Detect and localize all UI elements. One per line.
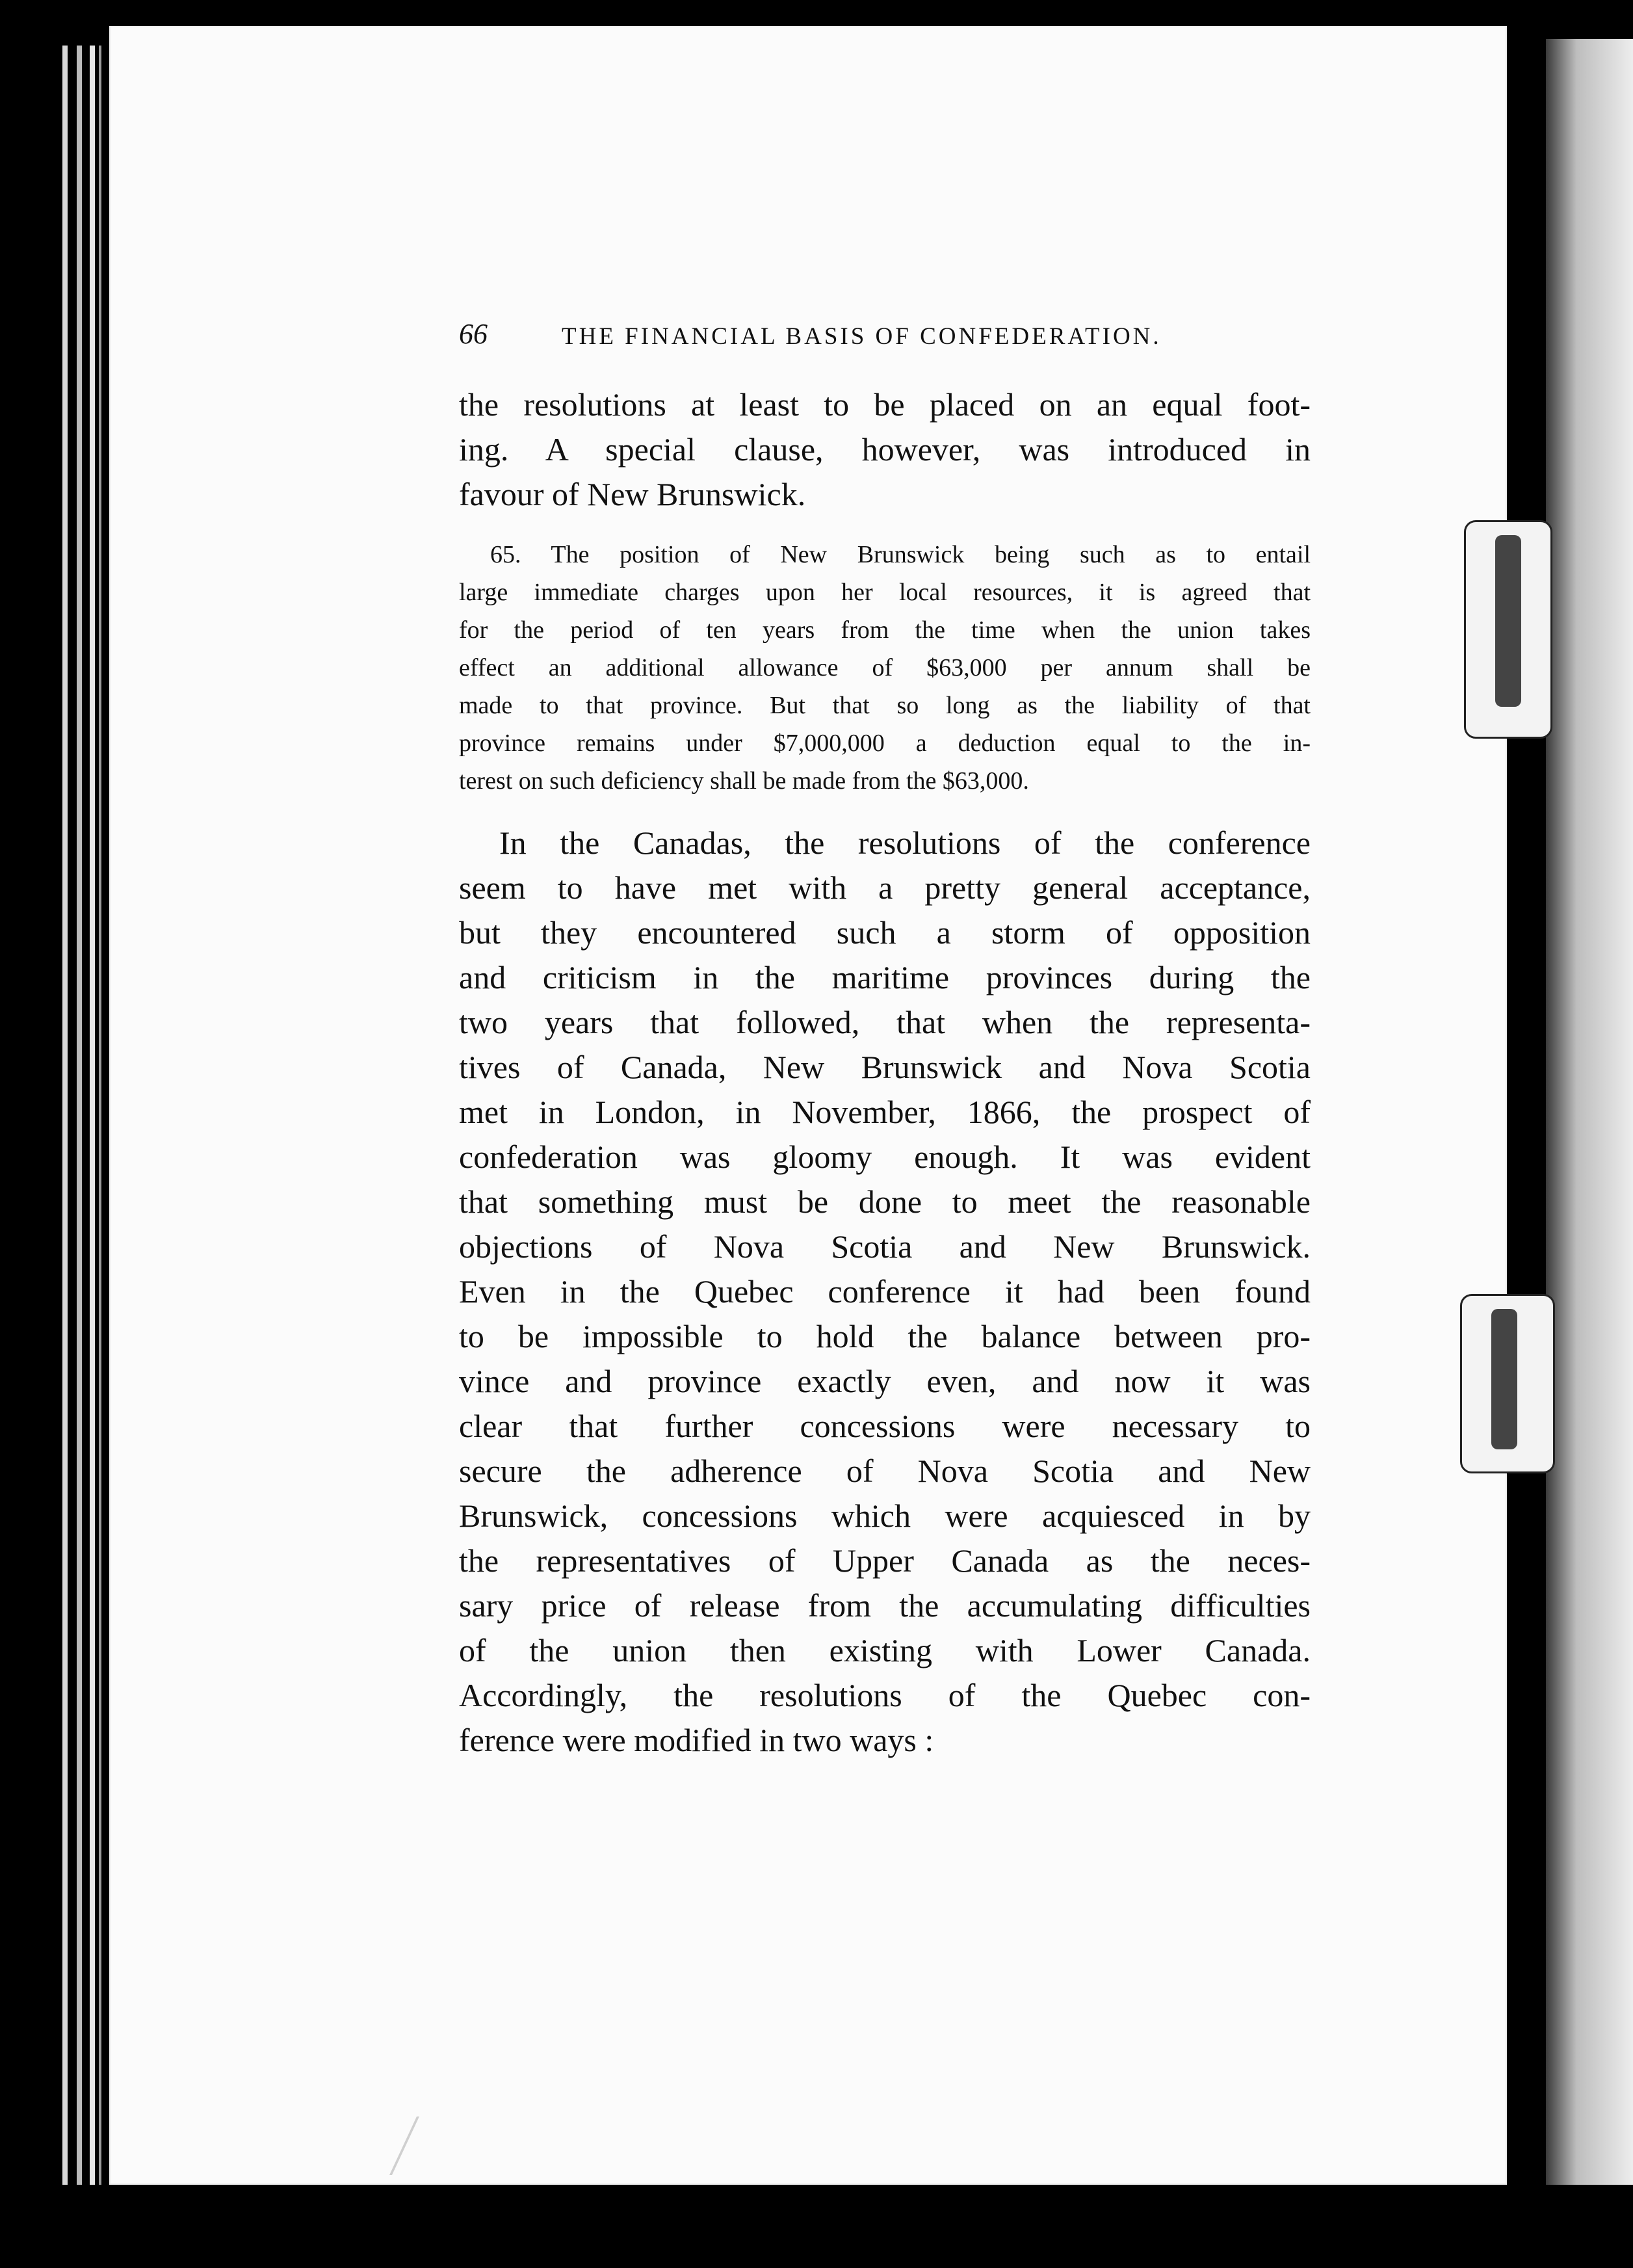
page-number: 66 xyxy=(459,318,488,350)
text-line: and criticism in the maritime provinces during the xyxy=(459,959,1311,996)
text-line: met in London, in November, 1866, the prospect of xyxy=(459,1094,1311,1130)
text-line: but they encountered such a storm of opposition xyxy=(459,914,1311,951)
page-edge xyxy=(90,46,95,2185)
quote-line: effect an additional allowance of $63,000 per annum shall be xyxy=(459,654,1311,681)
quote-line: province remains under $7,000,000 a deduction equal to the in- xyxy=(459,730,1311,757)
text-line: favour of New Brunswick. xyxy=(459,476,806,512)
text-line: the resolutions at least to be placed on an equal foot- xyxy=(459,386,1311,423)
text-line: confederation was gloomy enough. It was evident xyxy=(459,1139,1311,1175)
quote-line: large immediate charges upon her local resources, it is agreed that xyxy=(459,579,1311,606)
text-line: ference were modified in two ways : xyxy=(459,1722,934,1758)
clip-mark-top xyxy=(1464,520,1552,739)
running-head xyxy=(459,317,1226,356)
text-line: seem to have met with a pretty general acceptance, xyxy=(459,869,1311,906)
quoted-resolution xyxy=(459,536,1311,800)
text-line: of the union then existing with Lower Canada. xyxy=(459,1632,1311,1668)
text-line: vince and province exactly even, and now it was xyxy=(459,1363,1311,1399)
text-line: ing. A special clause, however, was introduced in xyxy=(459,431,1311,468)
paragraph-2 xyxy=(459,821,1311,1763)
text-line: Brunswick, concessions which were acquiesced in by xyxy=(459,1497,1311,1534)
quote-line: terest on such deficiency shall be made from the $63,000. xyxy=(459,767,1029,795)
text-line: secure the adherence of Nova Scotia and New xyxy=(459,1453,1311,1489)
quote-line: made to that province. But that so long as the liability of that xyxy=(459,692,1311,719)
text-line: that something must be done to meet the reasonable xyxy=(459,1183,1311,1220)
page-edge xyxy=(62,46,68,2185)
text-line: Accordingly, the resolutions of the Quebec con- xyxy=(459,1677,1311,1713)
text-line: In the Canadas, the resolutions of the conference xyxy=(499,824,1311,861)
page-edge xyxy=(99,46,101,2185)
text-line: sary price of release from the accumulating difficulties xyxy=(459,1587,1311,1624)
text-line: tives of Canada, New Brunswick and Nova Scotia xyxy=(459,1049,1311,1085)
quote-line: 65. The position of New Brunswick being such as to entail xyxy=(490,541,1311,568)
running-title: THE FINANCIAL BASIS OF CONFEDERATION. xyxy=(562,323,1162,350)
text-line: Even in the Quebec conference it had been found xyxy=(459,1273,1311,1310)
quote-line: for the period of ten years from the time when the union takes xyxy=(459,616,1311,644)
text-line: the representatives of Upper Canada as the neces- xyxy=(459,1542,1311,1579)
clip-mark-bottom xyxy=(1460,1294,1555,1473)
text-line: objections of Nova Scotia and New Brunswick. xyxy=(459,1228,1311,1265)
paragraph-1 xyxy=(459,382,1311,517)
binding-gutter xyxy=(1507,0,1546,2268)
facing-page-edge xyxy=(1546,39,1633,2185)
text-line: clear that further concessions were necessary to xyxy=(459,1408,1311,1444)
page-edge xyxy=(77,46,82,2185)
text-line: to be impossible to hold the balance between pro- xyxy=(459,1318,1311,1354)
text-line: two years that followed, that when the representa- xyxy=(459,1004,1311,1040)
